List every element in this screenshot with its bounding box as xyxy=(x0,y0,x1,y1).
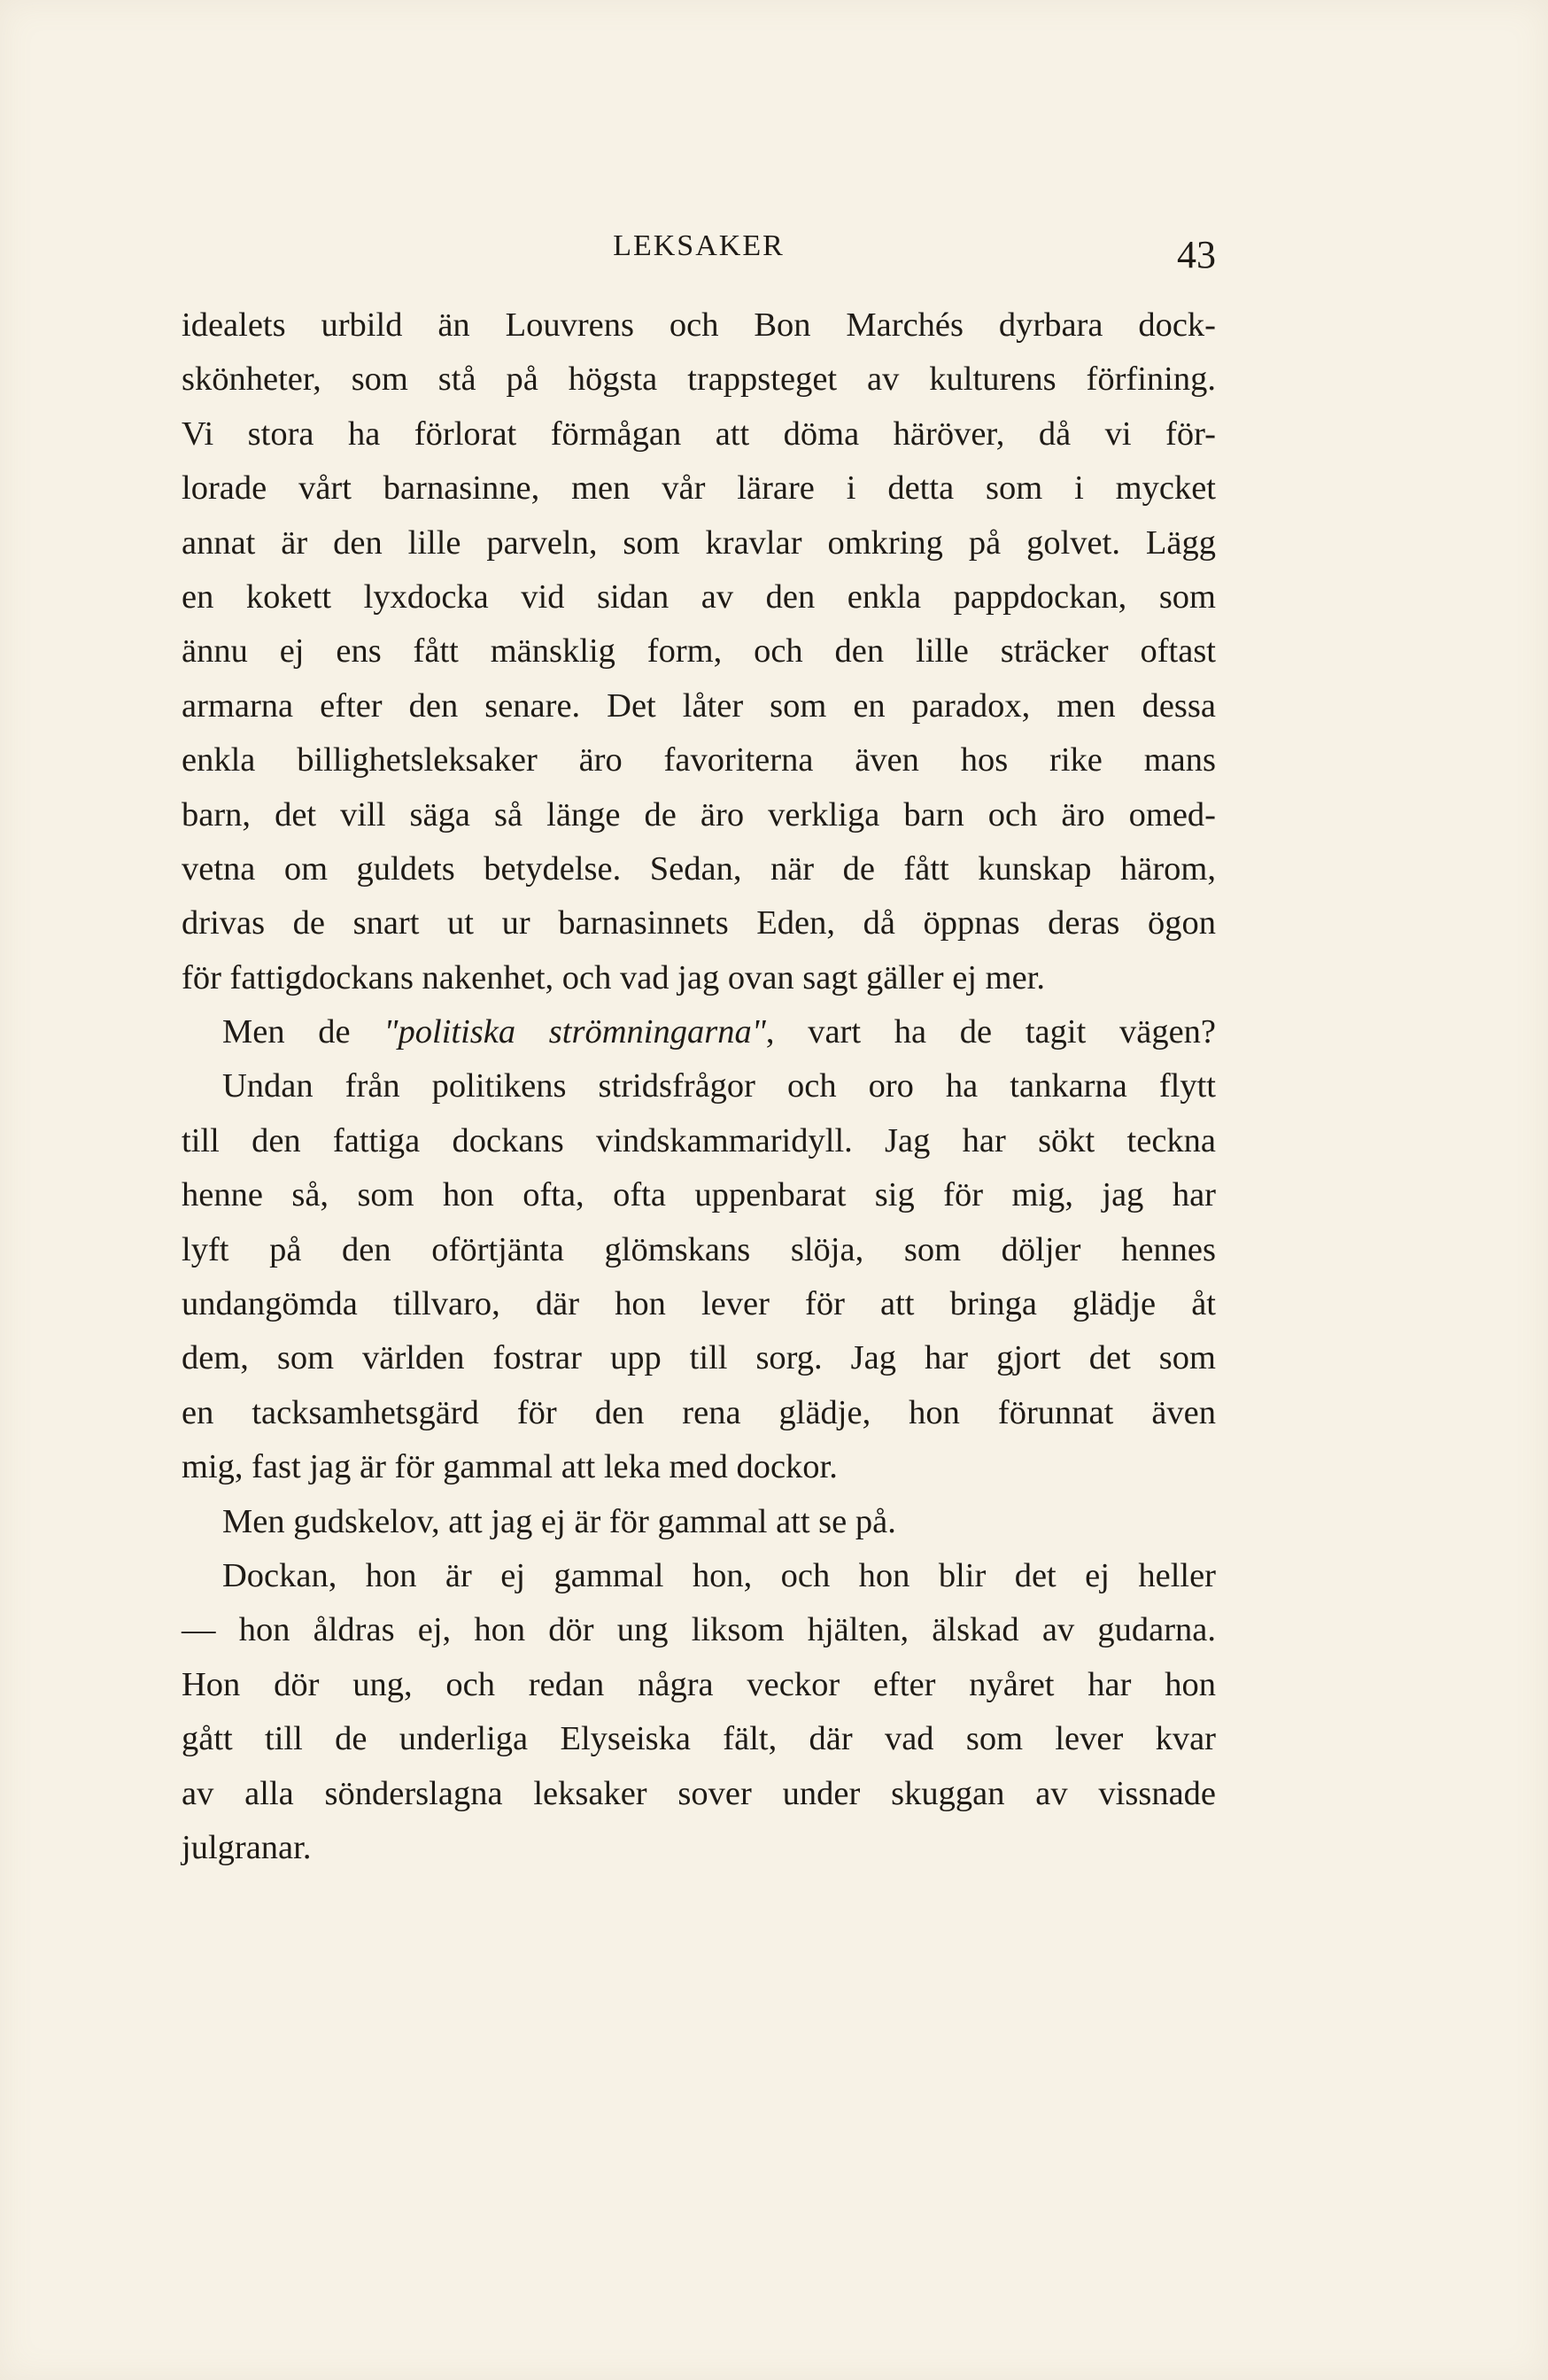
text-line: enkla billighetsleksaker äro favoriterna även hos rike mans xyxy=(182,741,1216,779)
text-line: julgranar. xyxy=(182,1828,312,1866)
text-line: annat är den lille parveln, som kravlar omkring på golvet. Lägg xyxy=(182,523,1216,562)
text-line: Dockan, hon är ej gammal hon, och hon blir det ej heller xyxy=(222,1556,1216,1594)
text-line: en tacksamhetsgärd för den rena glädje, hon förunnat även xyxy=(182,1393,1216,1431)
text-line: av alla sönderslagna leksaker sover under skuggan av vissnade xyxy=(182,1774,1216,1812)
paragraph-line-italic-quote xyxy=(182,1005,1216,1059)
body-text xyxy=(182,298,1216,1875)
text-fragment: Men de xyxy=(222,1013,384,1051)
text-line: Hon dör ung, och redan några veckor efter nyåret har hon xyxy=(182,1665,1216,1703)
text-line: gått till de underliga Elyseiska fält, där vad som lever kvar xyxy=(182,1720,1216,1758)
text-line: Vi stora ha förlorat förmågan att döma häröver, då vi för- xyxy=(182,415,1216,453)
text-line: vetna om guldets betydelse. Sedan, när de fått kunskap härom, xyxy=(182,849,1216,888)
text-line: undangömda tillvaro, där hon lever för att bringa glädje åt xyxy=(182,1285,1216,1323)
running-head xyxy=(182,229,1216,291)
text-line: till den fattiga dockans vindskammaridyll. Jag har sökt teckna xyxy=(182,1121,1216,1159)
text-line: barn, det vill säga så länge de äro verkliga barn och äro omed- xyxy=(182,795,1216,833)
text-fragment: , vart ha de tagit vägen? xyxy=(765,1013,1216,1051)
text-line: lyft på den oförtjänta glömskans slöja, som döljer hennes xyxy=(182,1230,1216,1268)
text-line: Men gudskelov, att jag ej är för gammal att se på. xyxy=(222,1502,896,1540)
text-line: — hon åldras ej, hon dör ung liksom hjälten, älskad av gudarna. xyxy=(182,1611,1216,1649)
text-line: för fattigdockans nakenhet, och vad jag ovan sagt gäller ej mer. xyxy=(182,958,1045,996)
text-line: henne så, som hon ofta, ofta uppenbarat sig för mig, jag har xyxy=(182,1176,1216,1214)
text-line: ännu ej ens fått mänsklig form, och den lille sträcker oftast xyxy=(182,632,1216,671)
text-line: drivas de snart ut ur barnasinnets Eden, då öppnas deras ögon xyxy=(182,904,1216,942)
page-number: 43 xyxy=(1177,233,1216,276)
text-line: mig, fast jag är för gammal att leka med dockor. xyxy=(182,1448,838,1486)
text-line: skönheter, som stå på högsta trappsteget av kulturens förfining. xyxy=(182,360,1216,399)
text-line: armarna efter den senare. Det låter som en paradox, men dessa xyxy=(182,686,1216,725)
text-line: en kokett lyxdocka vid sidan av den enkla pappdockan, som xyxy=(182,578,1216,616)
running-title: LEKSAKER xyxy=(613,229,785,262)
text-line: Undan från politikens stridsfrågor och oro ha tankarna flytt xyxy=(222,1067,1216,1105)
text-line: dem, som världen fostrar upp till sorg. Jag har gjort det som xyxy=(182,1339,1216,1377)
text-line: idealets urbild än Louvrens och Bon Marchés dyrbara dock- xyxy=(182,306,1216,344)
text-line: lorade vårt barnasinne, men vår lärare i detta som i mycket xyxy=(182,469,1216,508)
italic-quote: "politiska strömningarna" xyxy=(383,1013,766,1051)
